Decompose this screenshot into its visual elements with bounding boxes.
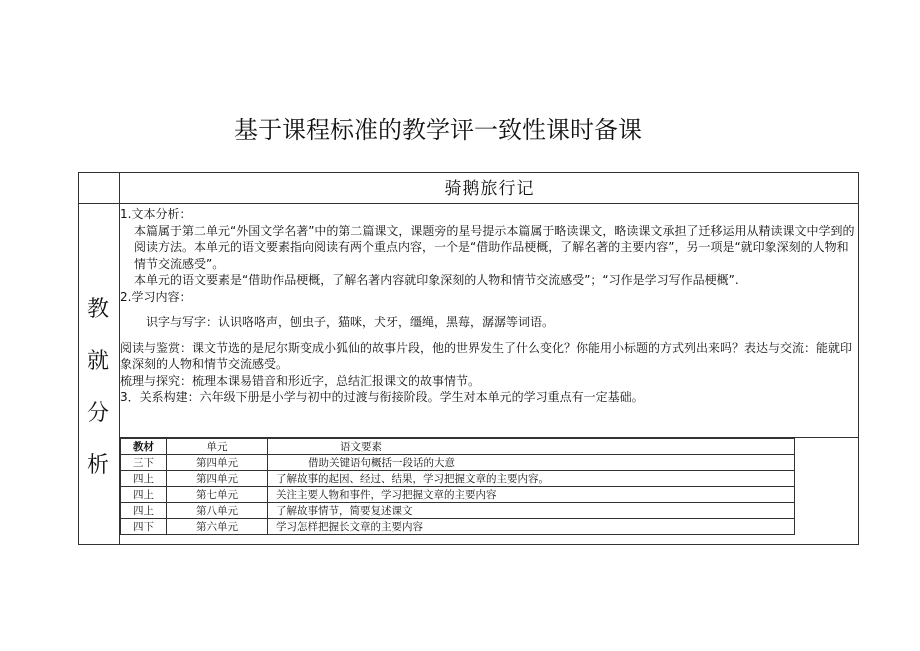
cell-elements: 了解故事情节，简要复述课文	[268, 503, 795, 519]
lesson-title: 骑鹅旅行记	[444, 179, 535, 199]
header-unit: 单元	[167, 439, 268, 455]
cell-unit: 第四单元	[167, 455, 268, 471]
cell-unit: 第四单元	[167, 471, 268, 487]
side-label-char: 就	[86, 349, 109, 374]
cell-elements: 借助关键语句概括一段话的大意	[268, 455, 795, 471]
cell-elements: 学习怎样把握长文章的主要内容	[268, 519, 795, 535]
cell-textbook: 三下	[121, 455, 167, 471]
header-textbook: 教材	[121, 439, 167, 455]
cell-textbook: 四上	[121, 503, 167, 519]
relation-heading: 3．关系构建：六年级下册是小学与初中的过渡与衔接阶段。学生对本单元的学习重点有一定基础。	[120, 390, 644, 404]
literacy-item: 识字与写字：认识咯咯声，刨虫子，猫咪，犬牙，缰绳，黑莓，潺潺等词语。	[146, 315, 555, 329]
cell-unit: 第七单元	[167, 487, 268, 503]
cell-textbook: 四上	[121, 487, 167, 503]
reading-item: 阅读与鉴赏：课文节选的是尼尔斯变成小狐仙的故事片段，他的世界发生了什么变化？你能用小标题的方式列出来吗？表达与交流：能就印象深刻的人物和情节交流感受。	[120, 340, 853, 371]
table-row	[121, 455, 795, 471]
cell-unit: 第六单元	[167, 519, 268, 535]
table-row	[121, 519, 795, 535]
lesson-title-divider	[78, 203, 859, 204]
inquiry-item: 梳理与探究：梳理本课易错音和形近字，总结汇报课文的故事情节。	[120, 373, 481, 388]
side-label-char: 教	[86, 297, 109, 322]
cell-elements: 了解故事的起因、经过、结果，学习把握文章的主要内容。	[268, 471, 795, 487]
side-label-char: 分	[86, 401, 109, 426]
cell-textbook: 四上	[121, 471, 167, 487]
table-row	[121, 487, 795, 503]
side-label-char: 析	[86, 453, 109, 478]
analysis-section	[120, 206, 855, 406]
cell-unit: 第八单元	[167, 503, 268, 519]
page-title-text: 基于课程标准的教学评一致性课时备课	[234, 116, 642, 144]
cell-textbook: 四下	[121, 519, 167, 535]
table-row	[121, 503, 795, 519]
learning-content-heading: 2.学习内容：	[120, 289, 192, 304]
cell-elements: 关注主要人物和事件，学习把握文章的主要内容	[268, 487, 795, 503]
table-header-row	[121, 439, 795, 455]
text-analysis-heading: 1.文本分析：	[120, 207, 192, 221]
page-title	[0, 110, 920, 145]
text-analysis-paragraph: 本篇属于第二单元“外国文学名著”中的第二篇课文，课题旁的星号提示本篇属于略读课文，略读课文承担了迁移运用从精读课文中学到的阅读方法。本单元的语文要素指向阅读有两个重点内容，一个是“借助作品梗概，了解名著的主要内容”，另一项是“就印象深刻的人物和情节交流感受”。	[134, 223, 855, 271]
unit-elements-table	[120, 438, 795, 535]
unit-elements-paragraph: 本单元的语文要素是“借助作品梗概，了解名著内容就印象深刻的人物和情节交流感受”；“习作是学习写作品梗概”.	[134, 273, 739, 287]
header-elements: 语文要素	[268, 439, 795, 455]
table-row	[121, 471, 795, 487]
